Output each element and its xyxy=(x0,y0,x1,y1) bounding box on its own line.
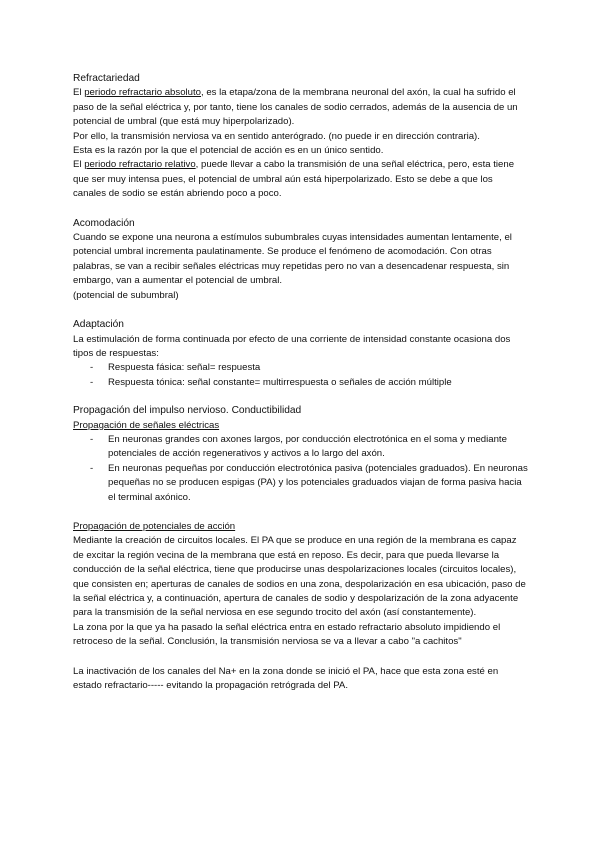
paragraph-adaptacion: La estimulación de forma continuada por efecto de una corriente de intensidad constante ocasiona dos tipos de respuestas: xyxy=(73,333,511,359)
dash-bullet: - xyxy=(90,376,94,388)
paragraph-circuitos-locales: Mediante la creación de circuitos locales. El PA que se produce en una región de la membrana es capaz de excitar la región vecina de la membrana que está en reposo. Es decir, para que pueda llevarse la conducción de la señal eléctrica, tiene que producirse unas despolarizaciones locales (circuitos locales), que consisten en; aperturas de canales de sodios en una zona, despolarización en esa ubicación, paso de la señal eléctrica y, a continuación, apertura de canales de sodio y despolarización de la zona adyacente para la transmisión de la señal nerviosa en ese segundo trocito del axón (así constantemente). xyxy=(73,535,526,619)
spacer xyxy=(73,390,528,404)
list-item xyxy=(73,462,528,505)
paragraph-unico-sentido: Esta es la razón por la que el potencial de acción es en un único sentido. xyxy=(73,145,384,157)
heading-acomodacion: Acomodación xyxy=(73,217,135,229)
dash-bullet: - xyxy=(90,433,94,445)
heading-propagacion: Propagación del impulso nervioso. Conductibilidad xyxy=(73,405,302,417)
subheading-senales-electricas: Propagación de señales eléctricas xyxy=(73,419,220,431)
paragraph-inactivacion-na: La inactivación de los canales del Na+ en la zona donde se inició el PA, hace que esta zona esté en estado refractario----- evitando la propagación retrógrada del PA. xyxy=(73,665,499,692)
spacer xyxy=(73,202,528,217)
text-fragment: , es la etapa/zona de la membrana neuronal del axón, la cual ha sufrido el paso de la señal eléctrica y, por tanto, tiene los canales de sodio cerrados, además de la ausencia de un potencial de umbral (que está muy hiperpolarizado). xyxy=(73,87,518,128)
list-item-text: Respuesta fásica: señal= respuesta xyxy=(108,362,261,374)
list-item-text: Respuesta tónica: señal constante= multirrespuesta o señales de acción múltiple xyxy=(108,376,452,388)
paragraph-zona-refractaria: La zona por la que ya ha pasado la señal eléctrica entra en estado refractario absoluto impidiendo el retroceso de la señal. Conclusión, la transmisión nerviosa se va a llevar a cabo "a cachitos" xyxy=(73,621,501,648)
list-item-text: En neuronas grandes con axones largos, por conducción electrotónica en el soma y mediante potenciales de acción regenerativos y activos a lo largo del axón. xyxy=(108,433,507,460)
list-respuestas xyxy=(73,361,528,390)
text-fragment: El xyxy=(73,87,85,99)
list-item xyxy=(73,361,528,375)
underlined-term-periodo-absoluto: periodo refractario absoluto xyxy=(84,87,201,99)
paragraph-acomodacion: Cuando se expone una neurona a estímulos subumbrales cuyas intensidades aumentan lentamente, el potencial umbral incrementa paulatinamente. Se produce el fenómeno de acomodación. Con otras palabras, se van a recibir señales eléctricas muy repetidas pero no van a desencadenar respuesta, sin embargo, van a aumentar el potencial de umbral. xyxy=(73,232,512,287)
paragraph-subumbral: (potencial de subumbral) xyxy=(73,289,179,301)
dash-bullet: - xyxy=(90,462,94,474)
spacer xyxy=(73,505,528,520)
section-acomodacion xyxy=(73,217,528,303)
list-item xyxy=(73,376,528,390)
paragraph-sentido-anterogrado: Por ello, la transmisión nerviosa va en sentido anterógrado. (no puede ir en dirección contraria). xyxy=(73,130,480,142)
list-neuronas xyxy=(73,433,528,505)
dash-bullet: - xyxy=(90,362,94,374)
section-refractariedad xyxy=(73,72,528,202)
paragraph-periodo-absoluto xyxy=(73,86,528,129)
spacer xyxy=(73,650,528,665)
paragraph-periodo-relativo xyxy=(73,158,528,201)
section-adaptacion xyxy=(73,318,528,390)
heading-refractariedad: Refractariedad xyxy=(73,73,140,84)
section-propagacion xyxy=(73,404,528,693)
spacer xyxy=(73,303,528,318)
list-item xyxy=(73,433,528,462)
heading-adaptacion: Adaptación xyxy=(73,319,124,331)
underlined-term-periodo-relativo: periodo refractario relativo xyxy=(84,159,196,171)
subheading-potenciales-accion: Propagación de potenciales de acción xyxy=(73,520,236,532)
text-fragment: El xyxy=(73,159,85,171)
list-item-text: En neuronas pequeñas por conducción electrotónica pasiva (potenciales graduados). En neuronas pequeñas no se producen espigas (PA) y los potenciales graduados viajan de forma pasiva hacia el terminal axónico. xyxy=(108,462,528,503)
text-fragment: , puede llevar a cabo la transmisión de una señal eléctrica, pero, esta tiene que ser muy intensa pues, el potencial de umbral aún está hiperpolarizado. Esto se debe a que los canales de sodio se están abriendo poco a poco. xyxy=(73,159,515,200)
